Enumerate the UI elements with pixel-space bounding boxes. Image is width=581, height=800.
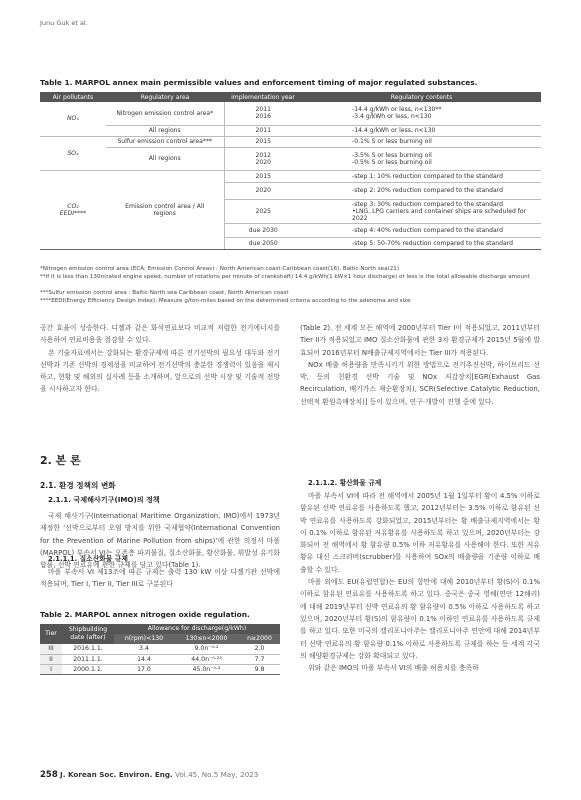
left-column-nox <box>40 566 280 591</box>
section-heading: 2. 본 론 <box>40 454 81 467</box>
table1-year: 2011 2016 <box>224 102 302 125</box>
table1-contents: -14.4 g/kWh or less, n<130** -3.4 g/kWh or less, n<130 <box>302 102 541 125</box>
table1-contents: -0.1% S or less burning oil <box>302 136 541 147</box>
journal-name: J. Korean Soc. Environ. Eng. <box>60 770 173 779</box>
table1-header-cell: Regulatory area <box>106 92 224 102</box>
table2-value: 45.0n⁻⁰·² <box>174 664 239 674</box>
table2-tier: II <box>40 654 62 664</box>
journal-issue: Vol.45, No.5 May, 2023 <box>175 770 259 779</box>
table1-row <box>40 170 541 182</box>
table1-contents: -14.4 g/kWh or less, n<130 <box>302 125 541 136</box>
table1-year: due 2030 <box>224 223 302 237</box>
running-head: Junu Guk et al. <box>40 19 88 27</box>
table1-contents: -step 3: 30% reduction compared to the standard •LNG, LPG carriers and container ships are scheduled for 2022 <box>302 199 541 223</box>
table1-year: 2020 <box>224 182 302 199</box>
table2-row <box>40 664 280 674</box>
table1-year: 2015 <box>224 170 302 182</box>
table2-header-cell: Allowance for discharge(g/kWh) <box>114 624 280 634</box>
table1-header-cell: Regulatory contents <box>302 92 541 102</box>
paragraph: 마폴 외에도 EU(유럽연합)는 EU의 항만에 대해 2010년부터 황(S)이 0.1% 이하로 함유된 연료유를 사용하도록 하고 있다. 중국은 중국 영해(연안 12해리)에 대해 2019년부터 선박 연료유의 황 함유량이 0.5% 이하로 사용하도록 하고 있으며, 2020년부터 황(S)의 함유량이 0.1% 이하인 연료유를 사용하도록 규제를 하고 있다. 또한 미국의 캘리포니아주는 캘리포니아주 연안에 대해 2014년부터 선박 연료유의 황 함유량 0.1% 이하로 사용하도록 규제를 하는 등 세계 각국의 해양환경규제는 강화 확대되고 있다. <box>300 578 540 660</box>
table2-tier: I <box>40 664 62 674</box>
paragraph: 본 기술자료에서는 강화되는 환경규제에 따른 전기선박의 필요성 대두와 전기선박과 기존 선박의 경제성을 비교하여 전기선박의 충분한 경쟁력이 있음을 제시하고, 현황 및 해외의 실사례 등을 소개하며, 앞으로의 선박 시장 및 기술적 전망을 시사하고자 한다. <box>40 348 280 394</box>
table2-row <box>40 654 280 664</box>
table1-header-cell: implementation year <box>224 92 302 102</box>
table1-contents: -step 2: 20% reduction compared to the standard <box>302 182 541 199</box>
paragraph: 위와 같은 IMO의 마폴 부속서 VI의 배출 허용치를 충족하 <box>308 664 479 673</box>
table2-value: 9.8 <box>239 664 280 674</box>
table1-year: due 2050 <box>224 237 302 249</box>
table1-year: 2011 <box>224 125 302 136</box>
paragraph-heading: 2.1.1.1. 질소산화물 규제 <box>48 555 128 563</box>
right-column-sox <box>300 490 540 674</box>
paragraph: 국제 해사기구(International Maritime Organization, IMO)에서 1973년 제정한 ‘선박으로부터 오염 방지를 위한 국제협약(International Convention for the Prevention of Marine Pollution from ships)’에 관한 의정서 마폴(MARPOL) 부속서 VI는 오존층 파괴물질, 질소산화물, 황산화물, 휘발성 유기화합물, 선박 연료유에 관한 규제를 담고 있다(Table 1). <box>40 512 280 570</box>
page-footer <box>40 770 258 780</box>
table2-value: 17.0 <box>114 664 174 674</box>
table1 <box>40 92 541 250</box>
table1-pollutant: CO₂ EEDI**** <box>40 170 106 249</box>
table2-label: Table 2. <box>40 610 73 619</box>
right-column-top <box>300 322 540 408</box>
table1-label: Table 1. <box>40 78 73 87</box>
table1-note: ***Sulfur emission control area : Baltic·North sea·Caribbean coast, North American coast <box>40 290 289 296</box>
table1-row <box>40 136 541 147</box>
table1-header <box>40 92 541 102</box>
table1-area: All regions <box>106 125 224 136</box>
table2-tier: III <box>40 644 62 654</box>
table2-header-cell: 130≤n<2000 <box>174 634 239 644</box>
table1-row <box>40 147 541 170</box>
table1-pollutant: NOₓ <box>40 102 106 136</box>
table1-note: *Nitrogen emission control area (ECA: Emission Control Areas) : North American coast·Caribbean coast(16), Baltic·North sea(21) <box>40 266 400 272</box>
table1-title: MARPOL annex main permissible values and enforcement timing of major regulated substances. <box>74 78 478 87</box>
table1-row <box>40 125 541 136</box>
table1-contents: -step 1: 10% reduction compared to the standard <box>302 170 541 182</box>
table2-value: 7.7 <box>239 654 280 664</box>
table1-note: ****EEDI(Energy Efficiency Design Index): Measure g/ton-miles based on the determined criteria according to the adenoma and size <box>40 298 411 304</box>
table2-value: 2.0 <box>239 644 280 654</box>
table2-value: 14.4 <box>114 654 174 664</box>
paragraph: (Table 2). 전 세계 모든 해역에 2000년부터 Tier I이 적용되었고, 2011년부터 Tier II가 적용되었고 IMO 질소산화물에 관한 3차 환경규제가 2015년 5월에 발효되어 2016년부터 N배출규제지역에서는 Tier III가 적용된다. <box>300 324 540 357</box>
table1-year: 2025 <box>224 199 302 223</box>
table2-header-cell: Shipbuilding date (after) <box>62 624 114 644</box>
table2-date: 2011.1.1. <box>62 654 114 664</box>
subsection-heading: 2.1. 환경 정책의 변화 <box>40 481 116 490</box>
table1-contents: -step 4: 40% reduction compared to the standard <box>302 223 541 237</box>
table1-note: **If it is less than 130n(rated engine speed, number of rotations per minute of crankshaft) 14.4 g/kWh(1 kW×1 hour discharge) or less is the total allowable discharge amount <box>40 274 530 280</box>
table2-title: MARPOL annex nitrogen oxide regulation. <box>74 610 250 619</box>
table2-caption <box>40 610 250 619</box>
table2-row <box>40 644 280 654</box>
table2-header-cell: n(rpm)<130 <box>114 634 174 644</box>
table2-header-cell: Tier <box>40 624 62 644</box>
table1-contents: -step 5: 50-70% reduction compared to the standard <box>302 237 541 249</box>
table2-header-cell: n≥2000 <box>239 634 280 644</box>
table2-value: 9.0n⁻⁰·² <box>174 644 239 654</box>
paragraph: 마폴 부속서 VI에 따라 전 해역에서 2005년 1월 1일부터 황이 4.5% 이하로 함유된 선박 연료유를 사용하도록 했고, 2012년부터는 3.5% 이하로 함유된 선박 연료유를 사용하도록 강화되었고, 2015년부터는 황 배출규제지역에서는 황이 0.1% 이하로 함유된 저유황유를 사용하도록 하고 있으며, 2020년부터는 강화되어 전 해역에서 황 함유량 0.5% 이하 저유황유를 사용해야 한다. 또한 저유황유 대신 스크러버(scrubber)를 사용하여 SOx의 배출량을 기준량 이하로 배출할 수 있다. <box>300 492 540 574</box>
table1-area: Emission control area / All regions <box>106 170 224 249</box>
table1-area: Nitrogen emission control area* <box>106 102 224 125</box>
paragraph: 마폴 부속서 VI 제13조에 따른 규제는 출력 130 kW 이상 디젤기관 선박에 적용되며, Tier I, Tier II, Tier III로 구분된다 <box>40 568 280 589</box>
table2-header <box>40 624 280 634</box>
page-number: 258 <box>40 770 58 780</box>
table1-year: 2015 <box>224 136 302 147</box>
table2-date: 2016.1.1. <box>62 644 114 654</box>
table2 <box>40 624 280 675</box>
paragraph-heading: 2.1.1.2. 황산화물 규제 <box>308 479 382 487</box>
table1-area: All regions <box>106 147 224 170</box>
table1-pollutant: SOₓ <box>40 136 106 170</box>
table1-area: Sulfur emission control area*** <box>106 136 224 147</box>
table2-value: 44.0n⁻⁰·²³ <box>174 654 239 664</box>
subsubsection-heading: 2.1.1. 국제해사기구(IMO)의 정책 <box>48 495 160 504</box>
table1-year: 2012 2020 <box>224 147 302 170</box>
paragraph: NOx 배출 허용량을 만족시키기 위한 방법으로 전기추진선박, 하이브리드 선박, 등의 친환경 선박 기술 및 NOx 저감장치[EGR(Exhaust Gas Recirculation, 배기가스 재순환장치), SCR(Selective Catalytic Reduction, 선택적 환원촉매장치)] 등이 있으며, 연구·개발이 진행 중에 있다. <box>300 360 540 406</box>
table1-contents: -3.5% S or less burning oil -0.5% S or less burning oil <box>302 147 541 170</box>
paragraph: 공간 효율이 상승한다. 디젤과 같은 화석연료보다 비교적 저렴한 전기에너지를 사용하여 연료비용을 절감할 수 있다. <box>40 324 280 345</box>
table1-caption <box>40 78 477 87</box>
table1-row <box>40 102 541 125</box>
table2-value: 3.4 <box>114 644 174 654</box>
left-column-intro <box>40 322 280 396</box>
table2-date: 2000.1.1. <box>62 664 114 674</box>
table1-header-cell: Air pollutants <box>40 92 106 102</box>
